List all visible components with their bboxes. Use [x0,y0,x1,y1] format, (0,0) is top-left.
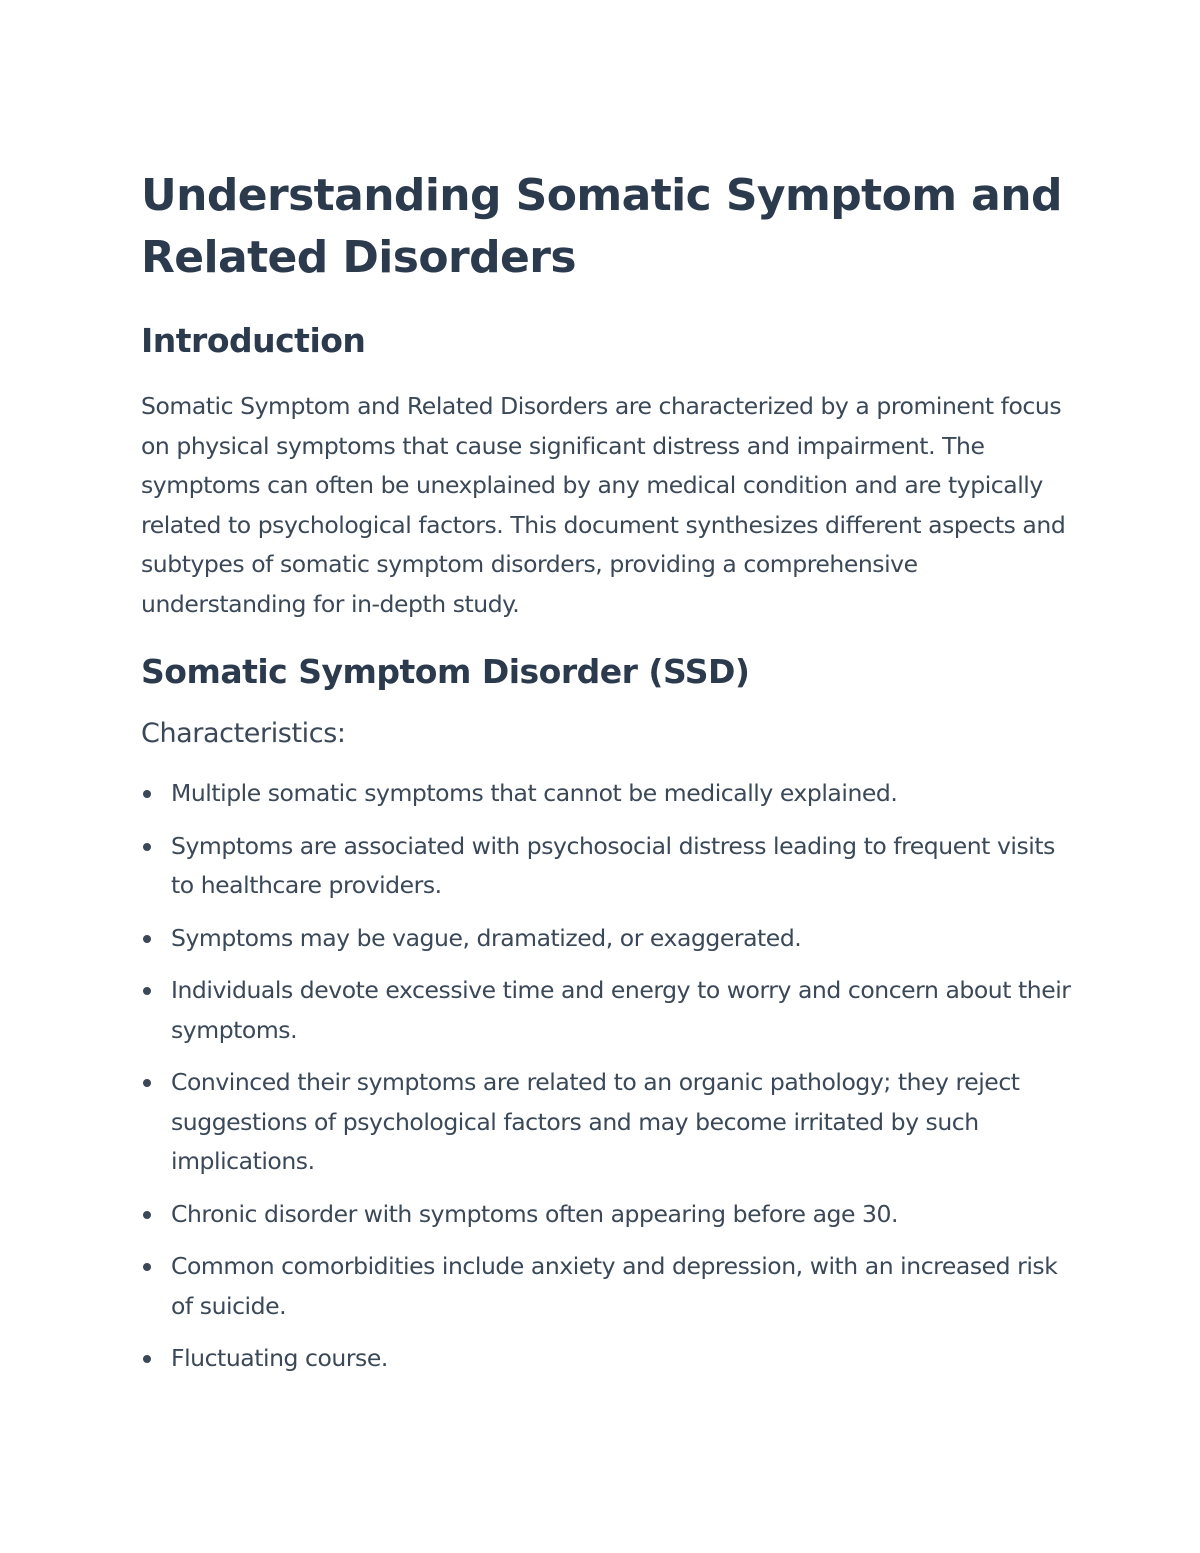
list-item [141,971,1071,1050]
list-item-text: Chronic disorder with symptoms often appearing before age 30. [171,1199,899,1228]
list-item [141,1339,1071,1379]
document-page [141,165,1071,1392]
list-item [141,827,1071,906]
bullet-icon [143,1355,151,1363]
list-item [141,774,1071,814]
list-item-text: Multiple somatic symptoms that cannot be medically explained. [171,779,898,807]
list-item-text: Symptoms are associated with psychosocial distress leading to frequent visits to healthcare providers. [171,831,1055,899]
list-item [141,1247,1071,1326]
document-title: Understanding Somatic Symptom and Related Disorders [141,170,1062,283]
bullet-icon [143,843,151,851]
introduction-paragraph: Somatic Symptom and Related Disorders are characterized by a prominent focus on physical symptoms that cause significant distress and impairment. The symptoms can often be unexplained by any medical condition and are typically related to psychological factors. This document synthesizes different aspects and subtypes of somatic symptom disorders, providing a comprehensive understanding for in-depth study. [141,392,1066,618]
list-item-text: Convinced their symptoms are related to an organic pathology; they reject suggestions of psychological factors and may become irritated by such implications. [171,1068,1020,1175]
characteristics-list [141,774,1071,1379]
bullet-icon [143,1211,151,1219]
bullet-icon [143,790,151,798]
list-item-text: Fluctuating course. [171,1344,388,1372]
characteristics-subheading: Characteristics: [141,718,346,749]
ssd-heading: Somatic Symptom Disorder (SSD) [141,652,750,691]
list-item [141,1195,1071,1235]
bullet-icon [143,935,151,943]
bullet-icon [143,987,151,995]
list-item [141,1063,1071,1182]
introduction-heading: Introduction [141,321,366,360]
bullet-icon [143,1263,151,1271]
list-item [141,919,1071,959]
list-item-text: Symptoms may be vague, dramatized, or exaggerated. [171,923,802,952]
list-item-text: Common comorbidities include anxiety and depression, with an increased risk of suicide. [171,1252,1058,1320]
list-item-text: Individuals devote excessive time and energy to worry and concern about their symptoms. [171,976,1071,1044]
bullet-icon [143,1079,151,1087]
